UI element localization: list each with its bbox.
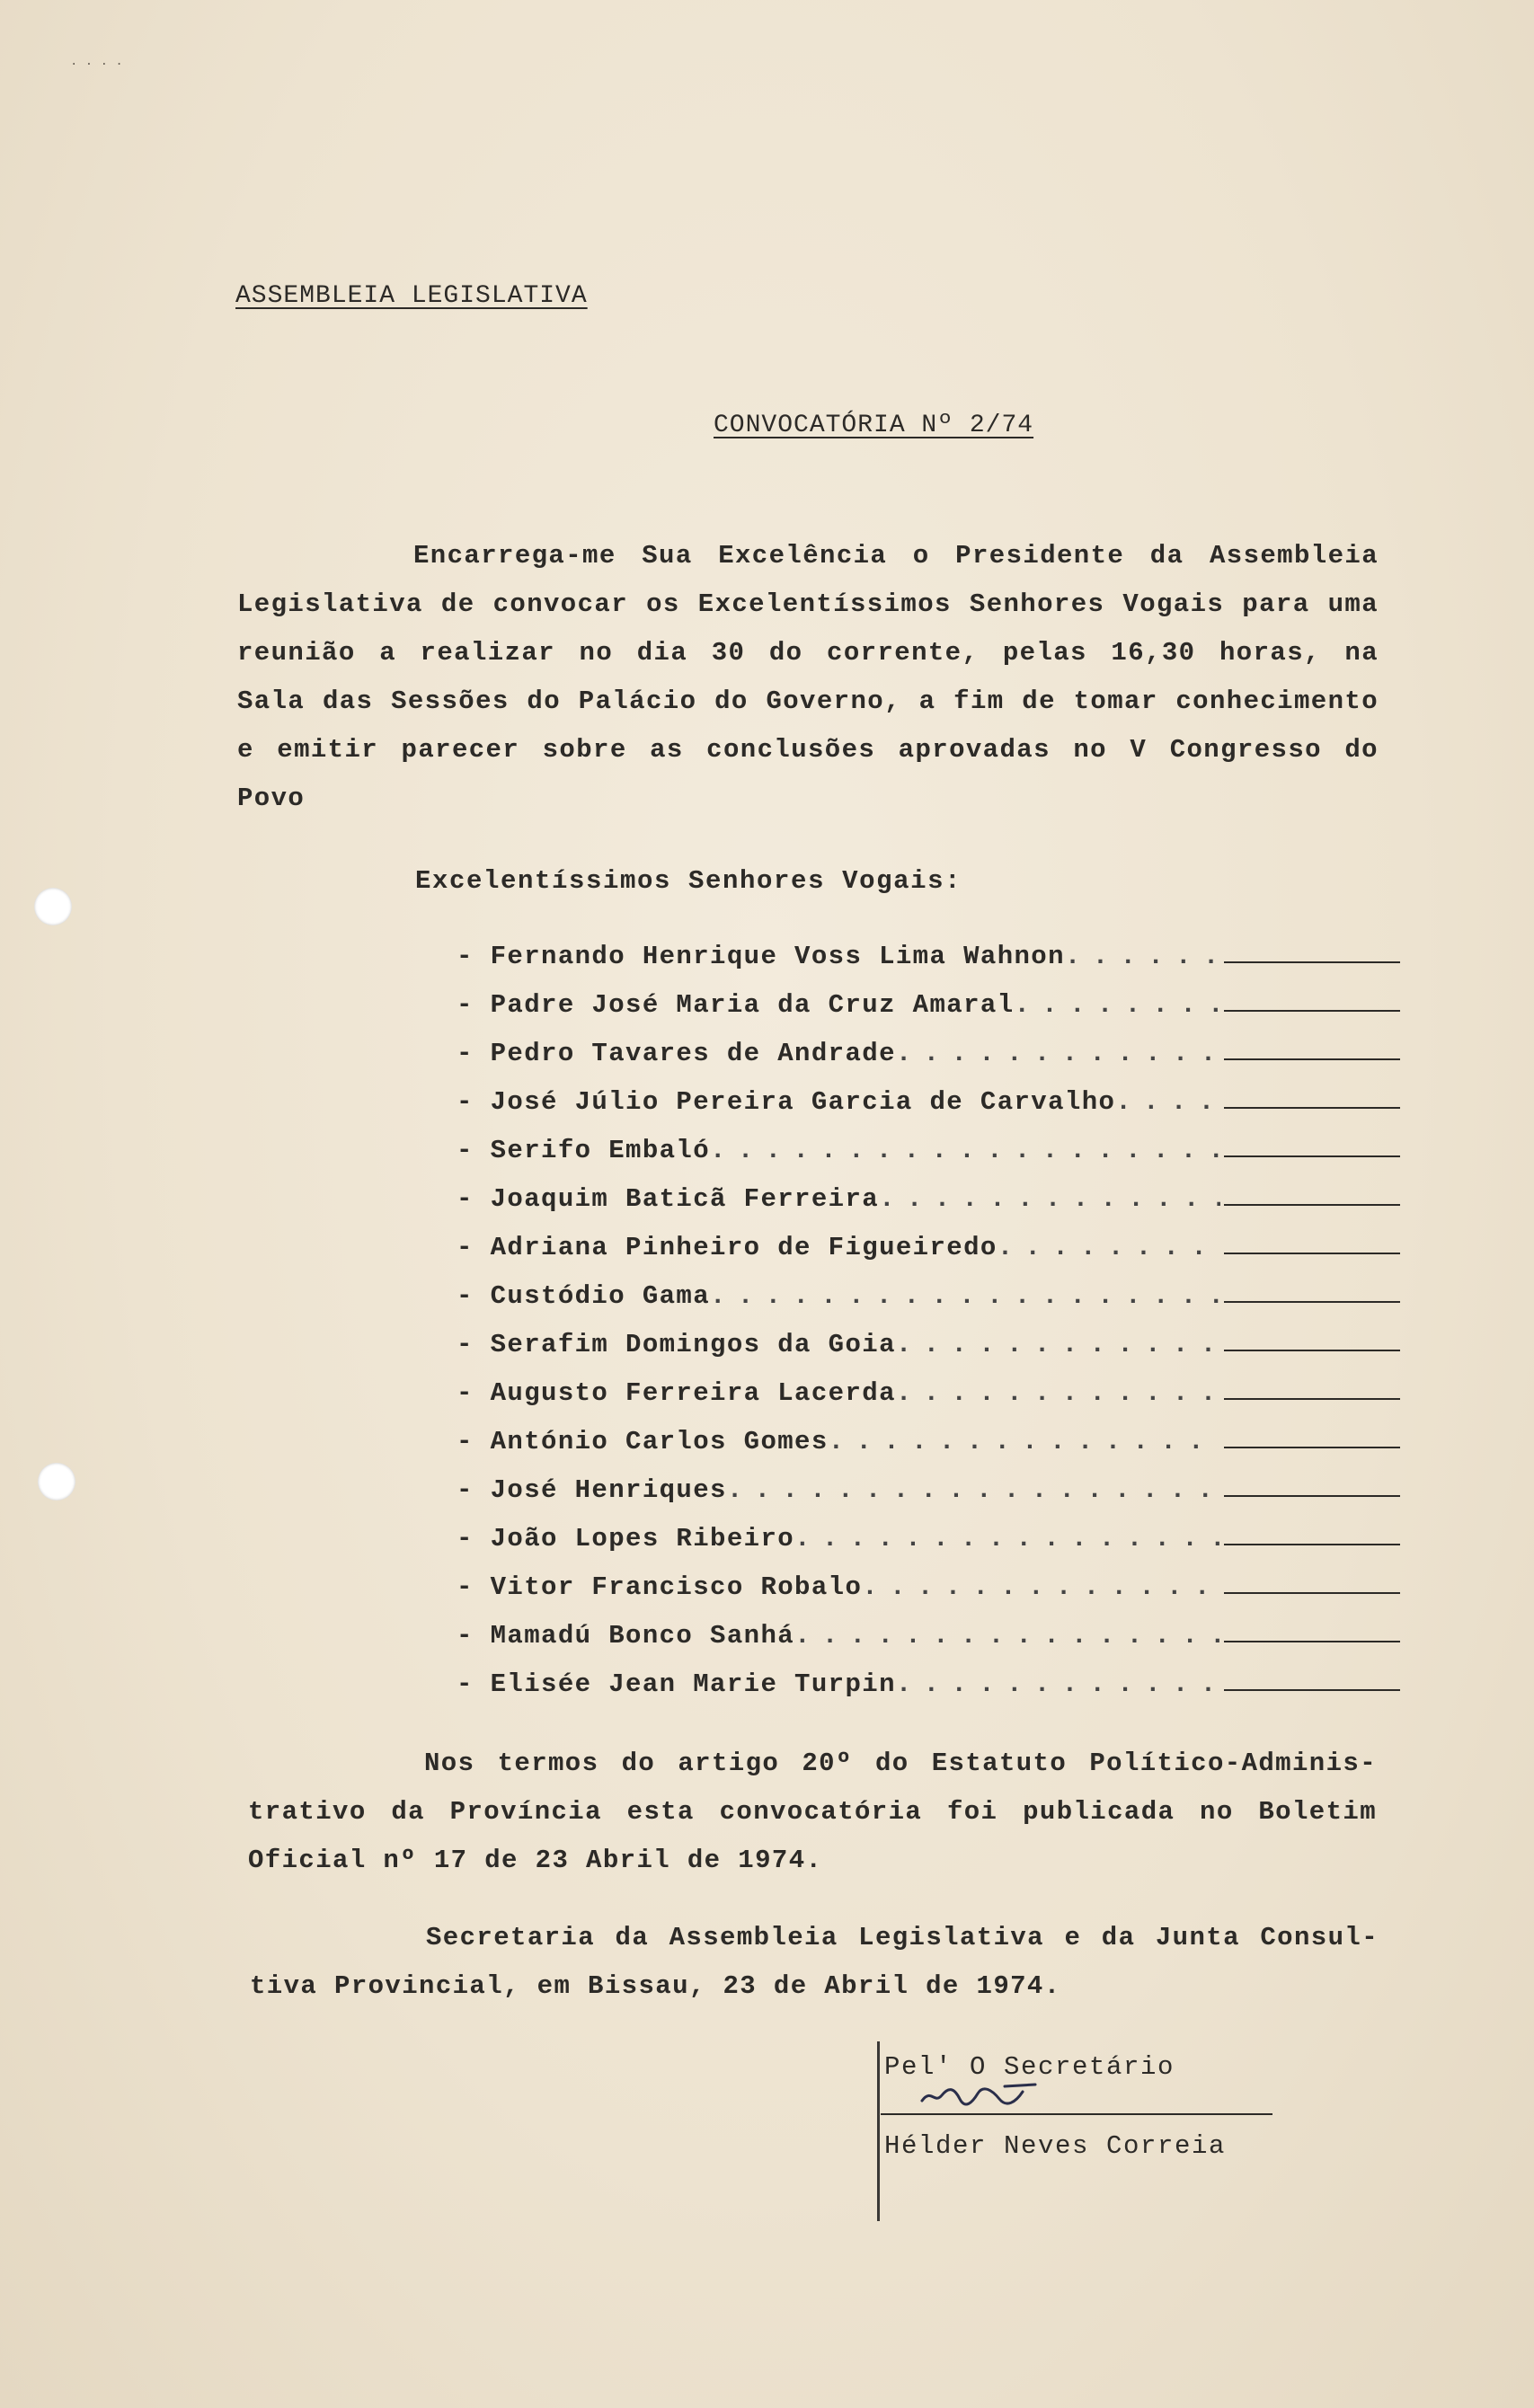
intro-rest: Legislativa de convocar os Excelentíssimos Senhores Vogais para uma reunião a realizar no dia 30 do corrente, pelas 16,30 horas, na Sala das Sessões do Palácio do Governo, a fim de tomar conhecimento e emitir parecer sobre as conclusões aprovadas no V Congresso do Povo	[237, 589, 1379, 813]
member-name: - Serifo Embaló	[457, 1136, 711, 1165]
signature-line	[1224, 934, 1400, 963]
punch-hole-top	[34, 888, 72, 925]
closing-first-line: Secretaria da Assembleia Legislativa e da Junta Consul-	[426, 1923, 1379, 1952]
signature-line	[1224, 1420, 1400, 1448]
member-name: - Joaquim Baticã Ferreira	[457, 1184, 880, 1214]
publication-paragraph	[248, 1740, 1377, 1885]
document-title: CONVOCATÓRIA Nº 2/74	[714, 412, 1034, 439]
member-row	[457, 1080, 1400, 1129]
member-row	[457, 1565, 1400, 1614]
signature-line	[1224, 1371, 1400, 1400]
member-row	[457, 1129, 1400, 1177]
member-name: - Elisée Jean Marie Turpin	[457, 1669, 896, 1699]
leader-dots	[896, 1039, 1220, 1068]
member-row	[457, 1468, 1400, 1517]
member-name: - José Júlio Pereira Garcia de Carvalho	[457, 1087, 1116, 1117]
member-name: - João Lopes Ribeiro	[457, 1524, 795, 1554]
leader-dots	[896, 1330, 1220, 1359]
members-heading: Excelentíssimos Senhores Vogais:	[415, 866, 962, 896]
member-row	[457, 1323, 1400, 1371]
institution-heading: ASSEMBLEIA LEGISLATIVA	[235, 282, 588, 310]
signature-line	[1224, 1274, 1400, 1303]
member-row	[457, 934, 1400, 983]
leader-dots	[998, 1233, 1220, 1262]
signature-line	[1224, 1662, 1400, 1691]
member-row	[457, 1031, 1400, 1080]
signature-line	[1224, 1565, 1400, 1594]
leader-dots	[727, 1475, 1220, 1505]
leader-dots	[1115, 1087, 1220, 1117]
signature-line	[1224, 1468, 1400, 1497]
member-row	[457, 1517, 1400, 1565]
leader-dots	[829, 1427, 1220, 1456]
signature-line	[1224, 1323, 1400, 1351]
signature-line	[1224, 1517, 1400, 1545]
member-name: - António Carlos Gomes	[457, 1427, 829, 1456]
member-name: - Padre José Maria da Cruz Amaral	[457, 990, 1015, 1020]
paper-speck: · · · ·	[70, 58, 123, 72]
member-name: - Adriana Pinheiro de Figueiredo	[457, 1233, 998, 1262]
intro-paragraph	[237, 532, 1379, 823]
signature-line	[1224, 1129, 1400, 1157]
leader-dots	[1015, 990, 1221, 1020]
publication-rest: trativo da Província esta convocatória foi publicada no Boletim Oficial nº 17 de 23 Abril de 1974.	[248, 1797, 1377, 1875]
closing-rest: tiva Provincial, em Bissau, 23 de Abril de 1974.	[250, 1971, 1061, 2001]
signature-bracket	[877, 2041, 883, 2221]
member-name: - Pedro Tavares de Andrade	[457, 1039, 896, 1068]
leader-dots	[862, 1572, 1220, 1602]
signatory-name: Hélder Neves Correia	[884, 2131, 1227, 2161]
member-name: - Custódio Gama	[457, 1281, 711, 1311]
publication-first-line: Nos termos do artigo 20º do Estatuto Político-Adminis-	[424, 1748, 1377, 1778]
signature-rule	[881, 2113, 1272, 2115]
leader-dots	[794, 1621, 1220, 1651]
members-list	[457, 934, 1400, 1711]
member-row	[457, 1420, 1400, 1468]
leader-dots	[710, 1136, 1220, 1165]
leader-dots	[1065, 942, 1220, 971]
member-name: - Augusto Ferreira Lacerda	[457, 1378, 896, 1408]
leader-dots	[896, 1669, 1220, 1699]
member-name: - Mamadú Bonco Sanhá	[457, 1621, 795, 1651]
member-row	[457, 1177, 1400, 1226]
member-name: - José Henriques	[457, 1475, 727, 1505]
member-row	[457, 1662, 1400, 1711]
handwritten-signature	[918, 2079, 1044, 2111]
closing-paragraph	[250, 1914, 1379, 2011]
member-name: - Vitor Francisco Robalo	[457, 1572, 863, 1602]
signature-role: Pel' O Secretário	[884, 2052, 1175, 2082]
member-row	[457, 1614, 1400, 1662]
signature-line	[1224, 1031, 1400, 1060]
leader-dots	[710, 1281, 1220, 1311]
signature-line	[1224, 1177, 1400, 1206]
member-row	[457, 1274, 1400, 1323]
punch-hole-bottom	[38, 1463, 75, 1501]
signature-line	[1224, 1614, 1400, 1642]
signature-line	[1224, 1080, 1400, 1109]
leader-dots	[794, 1524, 1220, 1554]
intro-first-line: Encarrega-me Sua Excelência o Presidente da Assembleia	[413, 541, 1379, 571]
member-row	[457, 1371, 1400, 1420]
member-row	[457, 1226, 1400, 1274]
signature-line	[1224, 983, 1400, 1012]
member-row	[457, 983, 1400, 1031]
leader-dots	[879, 1184, 1220, 1214]
member-name: - Fernando Henrique Voss Lima Wahnon	[457, 942, 1065, 971]
signature-line	[1224, 1226, 1400, 1254]
member-name: - Serafim Domingos da Goia	[457, 1330, 896, 1359]
leader-dots	[896, 1378, 1220, 1408]
